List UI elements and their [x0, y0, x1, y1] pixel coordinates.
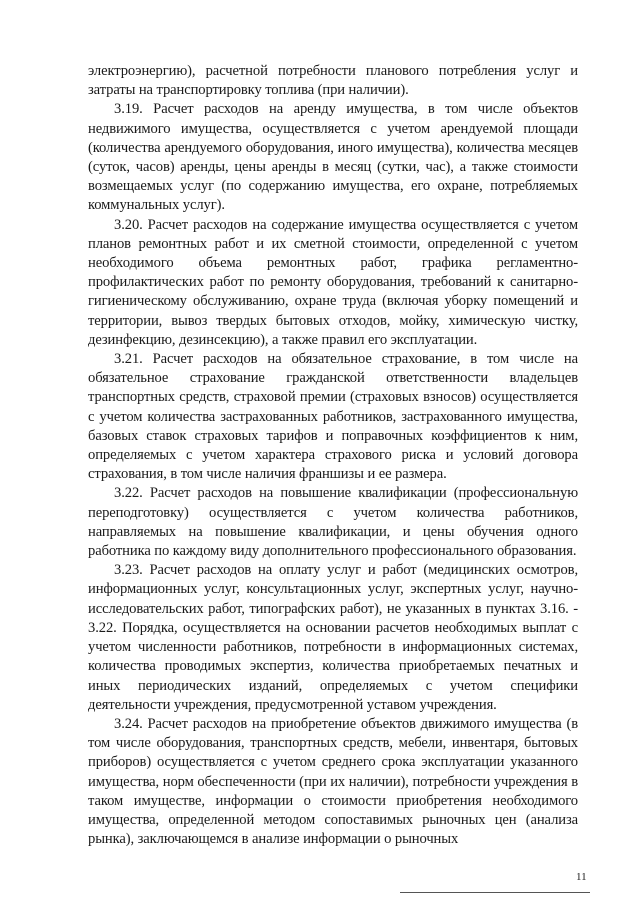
footer-rule [400, 892, 590, 893]
document-body [88, 62, 578, 849]
paragraph-3-24: 3.24. Расчет расходов на приобретение объектов движимого имущества (в том числе оборудования, транспортных средств, мебели, инвентаря, бытовых приборов) осуществляется с учетом среднего срока эксплуатации указанного имущества, норм обеспеченности (при их наличии), потребности учреждения в таком имуществе, информации о стоимости приобретения необходимого имущества, определенной методом сопоставимых рыночных цен (анализа рынка), заключающемся в анализе информации о рыночных [88, 715, 578, 848]
paragraph-3-22: 3.22. Расчет расходов на повышение квалификации (профессиональную переподготовку) осуществляется с учетом количества работников, направляемых на повышение квалификации, и цены обучения одного работника по каждому виду дополнительного профессионального образования. [88, 485, 578, 560]
paragraph-3-23: 3.23. Расчет расходов на оплату услуг и работ (медицинских осмотров, информационных услуг, консультационных услуг, экспертных услуг, научно-исследовательских работ, типографских работ), не указанных в пунктах 3.16. - 3.22. Порядка, осуществляется на основании расчетов необходимых выплат с учетом численности работников, потребности в информационных системах, количества проводимых экспертиз, количества приобретаемых печатных и иных периодических изданий, определяемых с учетом специфики деятельности учреждения, предусмотренной уставом учреждения. [88, 562, 578, 713]
paragraph-continuation: электроэнергию), расчетной потребности планового потребления услуг и затраты на транспортировку топлива (при наличии). [88, 63, 578, 99]
page-number: 11 [576, 871, 587, 883]
paragraph-3-21: 3.21. Расчет расходов на обязательное страхование, в том числе на обязательное страхование гражданской ответственности владельцев транспортных средств, страховой премии (страховых взносов) осуществляется с учетом количества застрахованных работников, застрахованного имущества, базовых ставок страховых тарифов и поправочных коэффициентов к ним, определяемых с учетом характера страхового риска и условий договора страхования, в том числе наличия франшизы и ее размера. [88, 351, 578, 483]
paragraph-3-19: 3.19. Расчет расходов на аренду имущества, в том числе объектов недвижимого имущества, осуществляется с учетом арендуемой площади (количества арендуемого оборудования, иного имущества), количества месяцев (суток, часов) аренды, цены аренды в месяц (сутки, час), а также стоимости возмещаемых услуг (по содержанию имущества, его охране, потребляемых коммунальных услуг). [88, 101, 578, 214]
paragraph-3-20: 3.20. Расчет расходов на содержание имущества осуществляется с учетом планов ремонтных работ и их сметной стоимости, определенной с учетом необходимого объема ремонтных работ, графика регламентно-профилактических работ по ремонту оборудования, требований к санитарно-гигиеническому обслуживанию, охране труда (включая уборку помещений и территории, вывоз твердых бытовых отходов, мойку, химическую чистку, дезинфекцию, дезинсекцию), а также правил его эксплуатации. [88, 216, 578, 348]
